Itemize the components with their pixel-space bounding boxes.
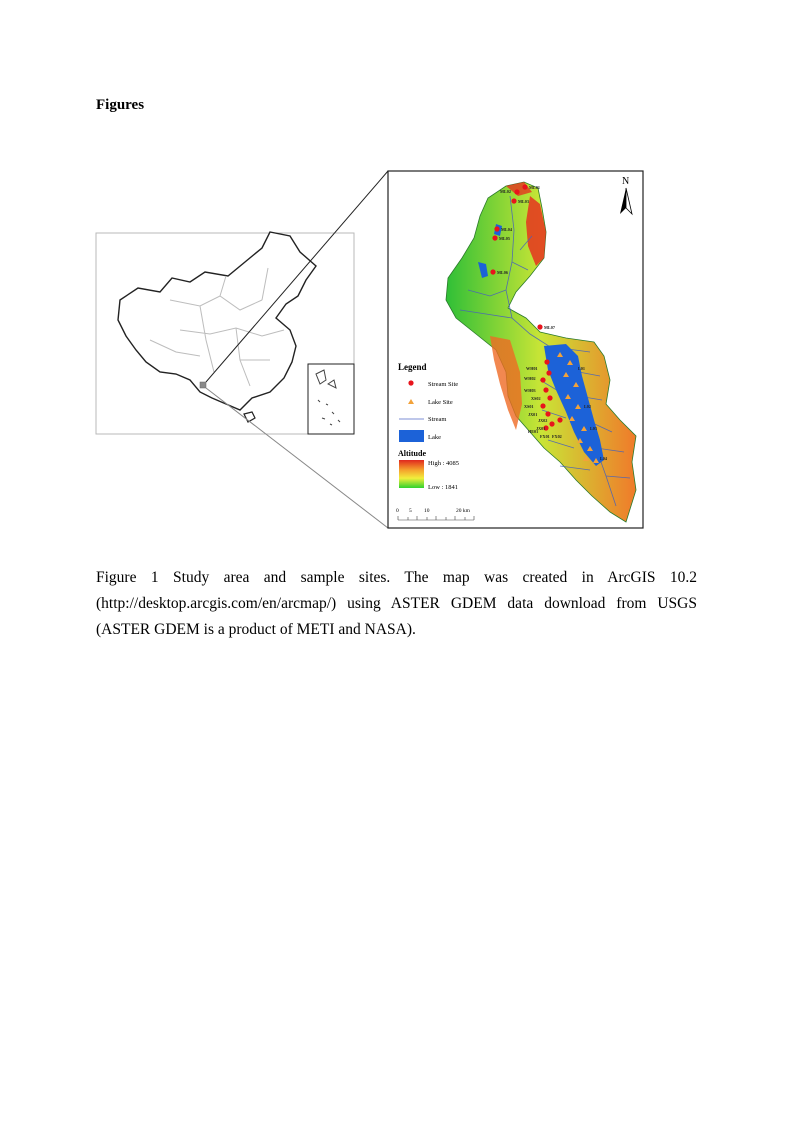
site-label: ML02 (500, 189, 511, 194)
section-heading: Figures (96, 97, 145, 113)
site-label: HE01 (528, 429, 539, 434)
site-label: FX01 (540, 434, 550, 439)
site-label: WH02 (524, 376, 536, 381)
stream-site (490, 269, 495, 274)
altitude-title: Altitude (398, 449, 426, 458)
site-label: XS01 (524, 404, 534, 409)
site-label: L01 (578, 366, 585, 371)
altitude-color-ramp (399, 460, 424, 488)
site-label: ML01 (529, 185, 540, 190)
site-label: FX02 (552, 434, 562, 439)
figure-caption: Figure 1 Study area and sample sites. The map was created in ArcGIS 10.2 (http://desktop.arcgis.com/en/arcmap/) using ASTER GDEM data download from USGS (ASTER GDEM is a product of METI and NASA). (96, 569, 697, 638)
stream-site-symbol-icon (408, 380, 413, 385)
study-area-marker (200, 382, 206, 388)
stream-site (557, 417, 562, 422)
stream-site (537, 324, 542, 329)
stream-site (544, 359, 549, 364)
stream-site (547, 395, 552, 400)
altitude-high-label: High : 4085 (428, 460, 460, 467)
site-label: ML04 (501, 227, 512, 232)
stream-site (545, 411, 550, 416)
legend-item-label: Lake Site (428, 399, 453, 406)
site-label: L02 (584, 404, 591, 409)
lake-rect-symbol-icon (399, 430, 424, 442)
site-label: JX01 (528, 412, 538, 417)
legend-item-label: Lake (428, 434, 441, 441)
site-label: JX02 (538, 418, 548, 423)
site-label: L03 (590, 426, 597, 431)
site-label: L04 (600, 456, 607, 461)
scale-label: 10 (424, 508, 430, 514)
site-label: ML06 (497, 270, 508, 275)
scale-label: 5 (409, 508, 412, 514)
stream-site (540, 403, 545, 408)
stream-site (540, 377, 545, 382)
site-label: ML03 (518, 199, 529, 204)
stream-site (511, 198, 516, 203)
legend-title: Legend (398, 362, 427, 372)
study-area-map (388, 171, 643, 528)
altitude-low-label: Low : 1841 (428, 484, 458, 491)
site-label: WH01 (526, 366, 538, 371)
scale-label: 0 (396, 508, 399, 514)
site-label: ML07 (544, 325, 555, 330)
stream-site (522, 184, 527, 189)
stream-site (546, 370, 551, 375)
stream-site (494, 226, 499, 231)
site-label: WH03 (524, 388, 536, 393)
stream-site (543, 387, 548, 392)
scale-label: 20 km (456, 508, 470, 514)
legend-item-label: Stream (428, 416, 447, 423)
legend-item-label: Stream Site (428, 381, 459, 388)
stream-site (514, 189, 519, 194)
north-label: N (622, 176, 630, 187)
south-china-sea-inset (308, 364, 354, 434)
site-label: JX03 (536, 426, 546, 431)
stream-site (549, 421, 554, 426)
china-overview-map (96, 232, 354, 434)
site-label: ML05 (499, 236, 510, 241)
site-label: XS02 (531, 396, 541, 401)
stream-site (492, 235, 497, 240)
